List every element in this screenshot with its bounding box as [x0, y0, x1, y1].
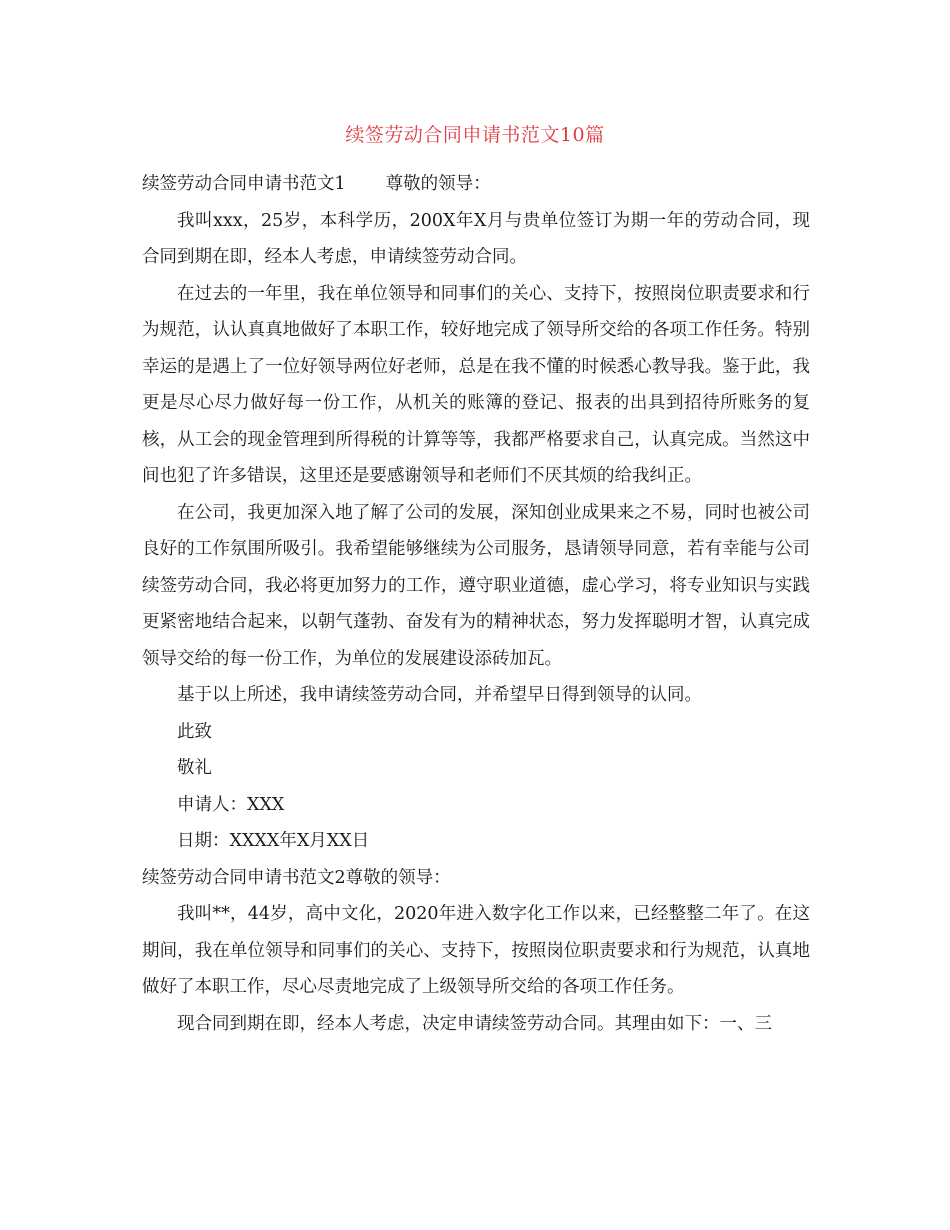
section-heading-text: 续签劳动合同申请书范文1 — [142, 174, 346, 194]
section-heading — [142, 166, 810, 203]
paragraph: 我叫**，44岁，高中文化，2020年进入数字化工作以来，已经整整二年了。在这期间，我在单位领导和同事们的关心、支持下，按照岗位职责要求和行为规范，认真地做好了本职工作，尽心尽责地完成了上级领导所交给的各项工作任务。 — [142, 904, 810, 997]
paragraph: 现合同到期在即，经本人考虑，决定申请续签劳动合同。其理由如下：一、三 — [177, 1013, 772, 1034]
date-line: 日期：XXXX年X月XX日 — [177, 831, 370, 851]
paragraph: 在公司，我更加深入地了解了公司的发展，深知创业成果来之不易，同时也被公司良好的工作氛围所吸引。我希望能够继续为公司服务，恳请领导同意，若有幸能与公司续签劳动合同，我必将更加努力的工作，遵守职业道德，虚心学习，将专业知识与实践更紧密地结合起来，以朝气蓬勃、奋发有为的精神状态，努力发挥聪明才智，认真完成领导交给的每一份工作，为单位的发展建设添砖加瓦。 — [142, 502, 810, 669]
section-heading: 续签劳动合同申请书范文2尊敬的领导： — [142, 867, 451, 888]
closing-line: 敬礼 — [177, 758, 212, 778]
document-title: 续签劳动合同申请书范文10篇 — [345, 124, 605, 146]
applicant-line: 申请人：XXX — [177, 794, 285, 815]
paragraph: 基于以上所述，我申请续签劳动合同，并希望早日得到领导的认同。 — [177, 685, 702, 705]
salutation: 尊敬的领导： — [385, 174, 491, 194]
paragraph: 在过去的一年里，我在单位领导和同事们的关心、支持下，按照岗位职责要求和行为规范，认认真真地做好了本职工作，较好地完成了领导所交给的各项工作任务。特别幸运的是遇上了一位好领导两位好老师，总是在我不懂的时候悉心教导我。鉴于此，我更是尽心尽力做好每一份工作，从机关的账簿的登记、报表的出具到招待所账务的复核，从工会的现金管理到所得税的计算等等，我都严格要求自己，认真完成。当然这中间也犯了许多错误，这里还是要感谢领导和老师们不厌其烦的给我纠正。 — [142, 283, 810, 486]
closing-line: 此致 — [177, 721, 212, 742]
paragraph: 我叫xxx，25岁，本科学历，200X年X月与贵单位签订为期一年的劳动合同，现合同到期在即，经本人考虑，申请续签劳动合同。 — [142, 210, 810, 267]
document-body — [142, 166, 810, 1042]
